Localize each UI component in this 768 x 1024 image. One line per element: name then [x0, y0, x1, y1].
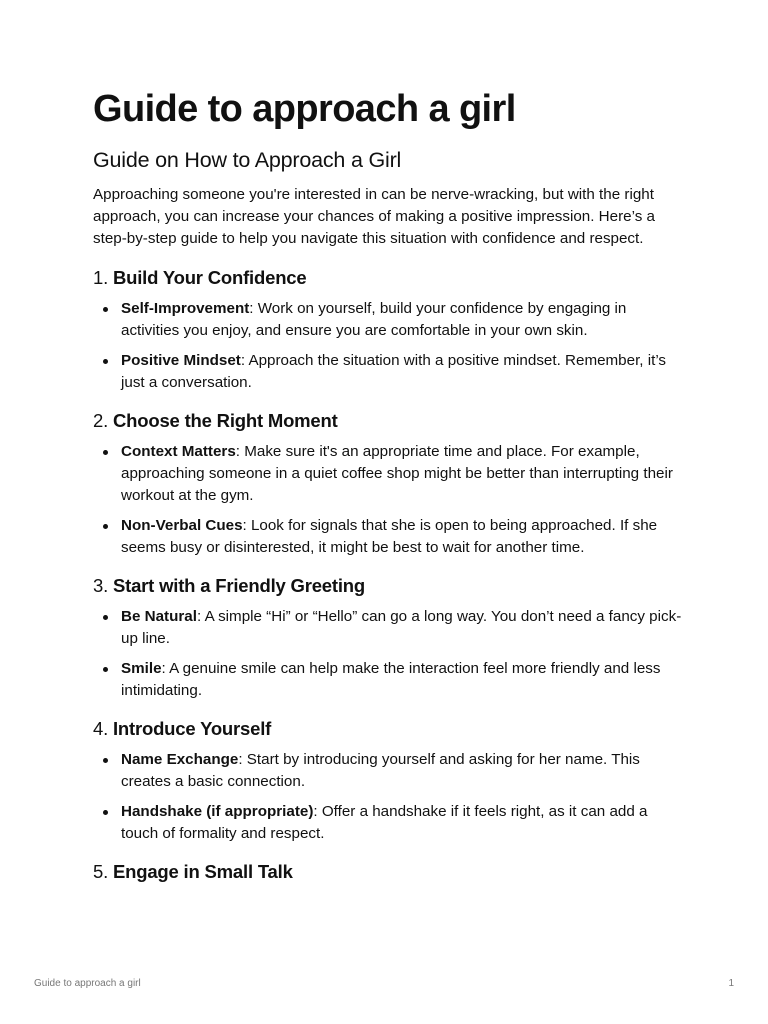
point-text: : Make sure it's an appropriate time and place. For example, approaching someone in a quiet coffee shop might be better than interrupting their workout at the gym. — [121, 443, 673, 504]
section-heading-3 — [93, 574, 683, 598]
point-text: : A genuine smile can help make the interaction feel more friendly and less intimidating. — [121, 660, 661, 699]
footer-title: Guide to approach a girl — [34, 978, 141, 989]
intro-paragraph: Approaching someone you're interested in can be nerve-wracking, but with the right approach, you can increase your chances of making a positive impression. Here’s a step-by-step guide to help you navigate this situation with confidence and respect. — [93, 186, 655, 247]
point-term: Handshake (if appropriate) — [121, 803, 314, 820]
section-number: 1. — [93, 267, 109, 288]
point-text: : A simple “Hi” or “Hello” can go a long way. You don’t need a fancy pick-up line. — [121, 608, 682, 647]
document-page — [93, 86, 683, 892]
point-term: Be Natural — [121, 608, 197, 625]
point-text: : Approach the situation with a positive mindset. Remember, it’s just a conversation. — [121, 352, 667, 391]
section-2-list — [93, 441, 683, 559]
point-term: Positive Mindset — [121, 352, 241, 369]
section-title: Choose the Right Moment — [112, 410, 338, 431]
section-title: Introduce Yourself — [112, 718, 272, 739]
section-heading-1 — [93, 266, 683, 290]
point-text: : Start by introducing yourself and asking for her name. This creates a basic connection. — [121, 751, 640, 790]
point-text: : Look for signals that she is open to being approached. If she seems busy or disinterested, it might be best to wait for another time. — [121, 517, 658, 556]
page-footer — [34, 978, 734, 989]
list-item — [93, 801, 683, 845]
point-text: : Offer a handshake if it feels right, as it can add a touch of formality and respect. — [121, 803, 648, 842]
section-heading-4 — [93, 717, 683, 741]
section-3-list — [93, 606, 683, 702]
section-4-list — [93, 749, 683, 845]
section-heading-2 — [93, 409, 683, 433]
section-number: 5. — [93, 861, 109, 882]
section-1-list — [93, 298, 683, 394]
point-term: Smile — [121, 660, 162, 677]
point-term: Non-Verbal Cues — [121, 517, 243, 534]
section-number: 4. — [93, 718, 109, 739]
list-item — [93, 350, 683, 394]
section-title: Start with a Friendly Greeting — [112, 575, 365, 596]
list-item — [93, 441, 683, 507]
document-title: Guide to approach a girl — [93, 88, 516, 130]
section-title: Build Your Confidence — [112, 267, 307, 288]
page-number: 1 — [728, 978, 734, 989]
point-term: Self-Improvement — [121, 300, 250, 317]
list-item — [93, 658, 683, 702]
list-item — [93, 298, 683, 342]
point-term: Context Matters — [121, 443, 236, 460]
section-title: Engage in Small Talk — [112, 861, 293, 882]
section-heading-5 — [93, 860, 683, 884]
document-subtitle: Guide on How to Approach a Girl — [93, 148, 402, 172]
point-text: : Work on yourself, build your confidence by engaging in activities you enjoy, and ensure you are comfortable in your own skin. — [121, 300, 627, 339]
list-item — [93, 749, 683, 793]
list-item — [93, 606, 683, 650]
section-number: 2. — [93, 410, 109, 431]
section-number: 3. — [93, 575, 109, 596]
list-item — [93, 515, 683, 559]
point-term: Name Exchange — [121, 751, 239, 768]
